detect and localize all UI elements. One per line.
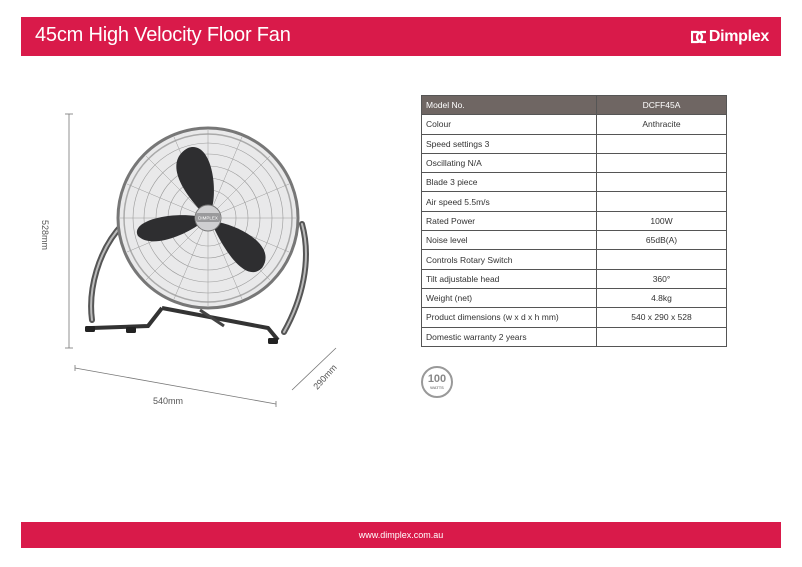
model-value: DCFF45A (597, 96, 727, 115)
spec-label: Blade 3 piece (422, 173, 597, 192)
table-row (422, 192, 727, 211)
spec-value: Anthracite (597, 115, 727, 134)
table-row (422, 211, 727, 230)
watts-unit: WATTS (430, 385, 444, 390)
table-row (422, 231, 727, 250)
spec-label: Tilt adjustable head (422, 269, 597, 288)
product-image (40, 100, 370, 420)
table-row (422, 115, 727, 134)
header-banner (21, 17, 781, 56)
spec-label: Oscillating N/A (422, 153, 597, 172)
table-row (422, 250, 727, 269)
spec-label: Speed settings 3 (422, 134, 597, 153)
brand-name: Dimplex (708, 28, 769, 45)
spec-value (597, 173, 727, 192)
brand-logo (691, 27, 769, 47)
dimplex-logo-icon (691, 30, 707, 44)
spec-label: Domestic warranty 2 years (422, 327, 597, 346)
fan-illustration (40, 100, 370, 420)
specifications-table (421, 95, 727, 347)
table-row (422, 134, 727, 153)
spec-value: 100W (597, 211, 727, 230)
spec-label: Rated Power (422, 211, 597, 230)
spec-value: 540 x 290 x 528 (597, 308, 727, 327)
fan-brand-badge: DIMPLEX (198, 215, 218, 221)
spec-value: 4.8kg (597, 288, 727, 307)
table-header-row (422, 96, 727, 115)
table-row (422, 173, 727, 192)
height-dimension-label: 528mm (40, 220, 50, 251)
spec-label: Colour (422, 115, 597, 134)
watts-number: 100 (427, 373, 447, 385)
spec-value (597, 134, 727, 153)
table-row (422, 308, 727, 327)
table-row (422, 327, 727, 346)
footer-banner (21, 522, 781, 548)
spec-label: Air speed 5.5m/s (422, 192, 597, 211)
spec-value (597, 192, 727, 211)
depth-dimension-label: 290mm (311, 362, 339, 392)
spec-value: 360° (597, 269, 727, 288)
width-dimension-label: 540mm (153, 396, 184, 406)
spec-value (597, 327, 727, 346)
spec-value (597, 153, 727, 172)
spec-label: Product dimensions (w x d x h mm) (422, 308, 597, 327)
spec-label: Noise level (422, 231, 597, 250)
table-row (422, 269, 727, 288)
spec-label: Controls Rotary Switch (422, 250, 597, 269)
table-row (422, 288, 727, 307)
spec-value (597, 250, 727, 269)
page-title: 45cm High Velocity Floor Fan (35, 24, 291, 46)
spec-value: 65dB(A) (597, 231, 727, 250)
spec-label: Weight (net) (422, 288, 597, 307)
website-link[interactable]: www.dimplex.com.au (358, 530, 444, 540)
model-label: Model No. (422, 96, 597, 115)
table-row (422, 153, 727, 172)
watts-badge-icon (421, 366, 453, 398)
